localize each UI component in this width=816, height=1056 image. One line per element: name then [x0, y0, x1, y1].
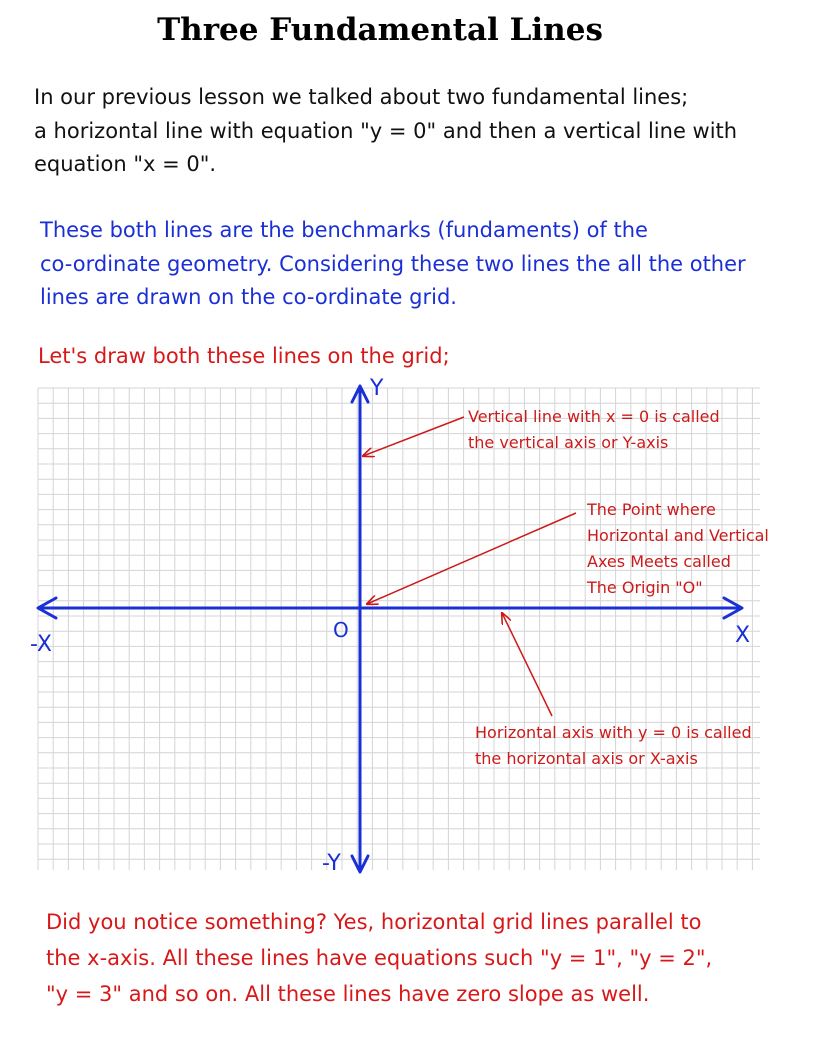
origin-note-line: Axes Meets called	[587, 552, 731, 571]
intro-line: In our previous lesson we talked about two fundamental lines;	[34, 85, 689, 109]
page-title: Three Fundamental Lines	[157, 12, 603, 48]
vertical-axis-note-line: the vertical axis or Y-axis	[468, 433, 669, 452]
origin-note-line: Horizontal and Vertical	[587, 526, 769, 545]
conclusion-line: "y = 3" and so on. All these lines have zero slope as well.	[46, 982, 650, 1006]
x-axis-label: X	[735, 623, 751, 648]
vertical-axis-note-line: Vertical line with x = 0 is called	[468, 407, 720, 426]
benchmark-line: lines are drawn on the co-ordinate grid.	[40, 285, 457, 309]
origin-pointer	[367, 513, 576, 604]
intro-line: a horizontal line with equation "y = 0" and then a vertical line with	[34, 118, 738, 143]
conclusion-line: Did you notice something? Yes, horizontal grid lines parallel to	[46, 910, 702, 934]
intro-line: equation "x = 0".	[34, 152, 217, 176]
benchmark-line: co-ordinate geometry. Considering these two lines the all the other	[40, 251, 746, 276]
grid-lines	[38, 388, 760, 870]
conclusion-line: the x-axis. All these lines have equations such "y = 1", "y = 2",	[46, 946, 713, 970]
intro-paragraph	[34, 81, 737, 182]
horizontal-axis-note-line: Horizontal axis with y = 0 is called	[475, 723, 752, 742]
origin-note-line: The Point where	[587, 500, 716, 519]
coordinate-grid-figure	[0, 370, 816, 890]
origin-label: O	[333, 618, 349, 642]
y-axis-label: Y	[370, 376, 384, 401]
draw-prompt: Let's draw both these lines on the grid;	[38, 344, 450, 368]
neg-y-axis-label: -Y	[322, 851, 341, 876]
origin-note-line: The Origin "O"	[587, 578, 703, 597]
neg-x-axis-label: -X	[30, 632, 52, 657]
horizontal-axis-note-line: the horizontal axis or X-axis	[475, 749, 698, 768]
conclusion-paragraph	[46, 904, 712, 1012]
y-axis	[352, 386, 368, 872]
benchmark-paragraph	[40, 214, 746, 315]
benchmark-line: These both lines are the benchmarks (fundaments) of the	[40, 218, 648, 242]
